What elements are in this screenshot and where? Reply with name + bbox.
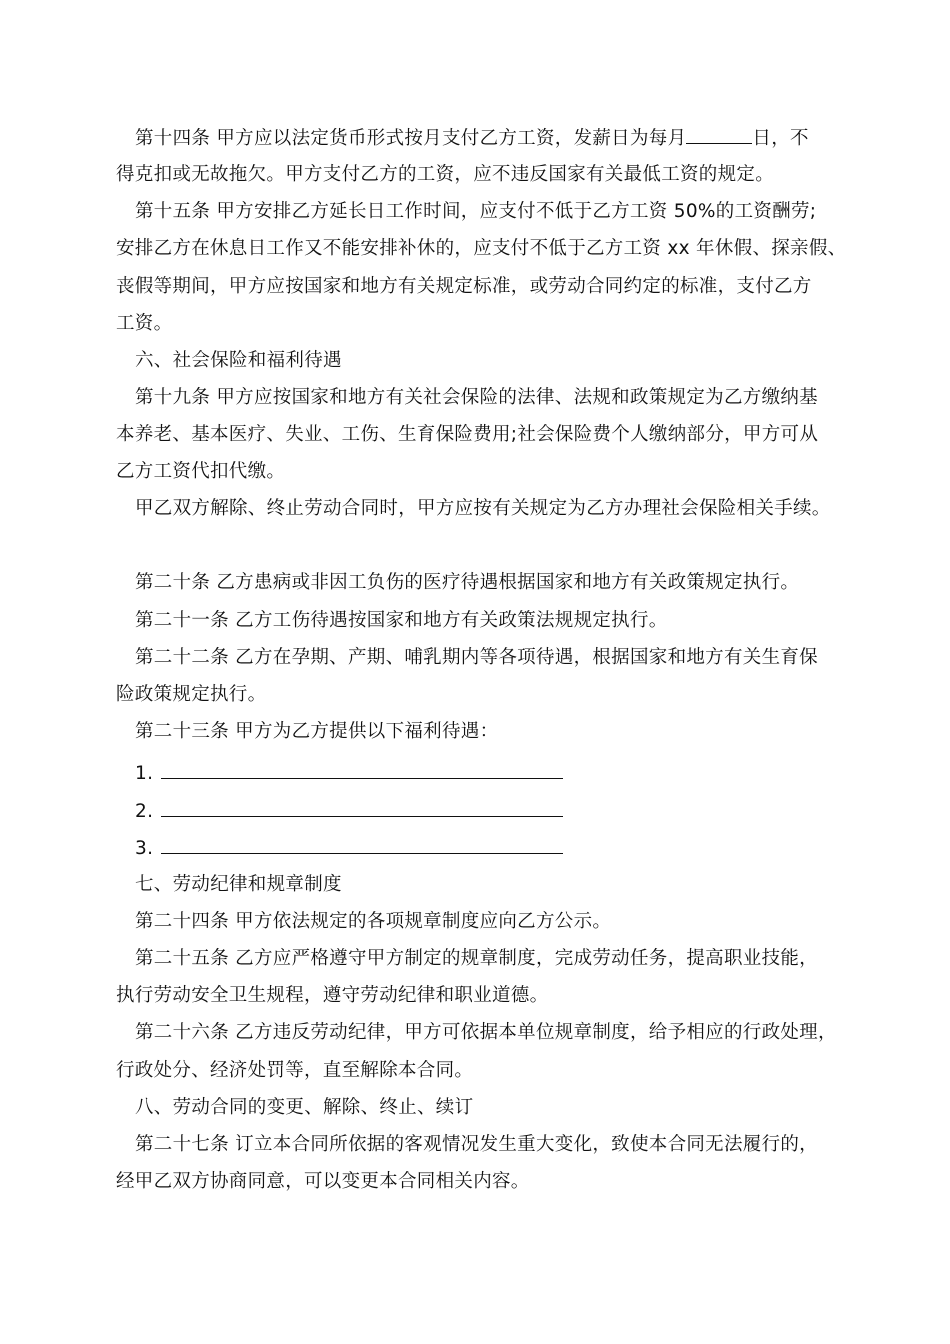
benefit-item-3 xyxy=(135,837,563,860)
article-25-line-1: 第二十五条 乙方应严格遵守甲方制定的规章制度，完成劳动任务，提高职业技能， xyxy=(135,948,818,969)
benefit-item-number: 3. xyxy=(135,838,154,859)
article-22-line-2: 险政策规定执行。 xyxy=(116,684,267,705)
section-7-heading: 七、劳动纪律和规章制度 xyxy=(135,874,342,895)
article-19-line-1: 第十九条 甲方应按国家和地方有关社会保险的法律、法规和政策规定为乙方缴纳基 xyxy=(135,387,818,408)
benefit-blank-1 xyxy=(161,762,563,779)
payday-blank xyxy=(686,127,752,144)
article-15-line-3: 丧假等期间，甲方应按国家和地方有关规定标准，或劳动合同约定的标准，支付乙方 xyxy=(116,276,812,297)
article-21: 第二十一条 乙方工伤待遇按国家和地方有关政策法规规定执行。 xyxy=(135,610,668,631)
article-15-line-2: 安排乙方在休息日工作又不能安排补休的，应支付不低于乙方工资 xx 年休假、探亲假、 xyxy=(116,238,847,259)
article-23: 第二十三条 甲方为乙方提供以下福利待遇： xyxy=(135,721,499,742)
termination-insurance-paragraph: 甲乙双方解除、终止劳动合同时，甲方应按有关规定为乙方办理社会保险相关手续。 xyxy=(135,498,831,519)
article-14-text-end: 日，不 xyxy=(752,128,809,149)
article-22-line-1: 第二十二条 乙方在孕期、产期、哺乳期内等各项待遇，根据国家和地方有关生育保 xyxy=(135,647,818,668)
article-26-line-2: 行政处分、经济处罚等，直至解除本合同。 xyxy=(116,1060,474,1081)
article-20: 第二十条 乙方患病或非因工负伤的医疗待遇根据国家和地方有关政策规定执行。 xyxy=(135,572,800,593)
section-6-heading: 六、社会保险和福利待遇 xyxy=(135,350,342,371)
benefit-item-1 xyxy=(135,762,563,785)
article-14-line-2: 得克扣或无故拖欠。甲方支付乙方的工资，应不违反国家有关最低工资的规定。 xyxy=(116,164,775,185)
article-27-line-1: 第二十七条 订立本合同所依据的客观情况发生重大变化，致使本合同无法履行的， xyxy=(135,1134,818,1155)
article-25-line-2: 执行劳动安全卫生规程，遵守劳动纪律和职业道德。 xyxy=(116,985,549,1006)
article-15-line-4: 工资。 xyxy=(116,313,173,334)
benefit-blank-3 xyxy=(161,837,563,854)
benefit-item-number: 2. xyxy=(135,801,154,822)
article-14-line-1 xyxy=(135,127,809,150)
benefit-item-number: 1. xyxy=(135,763,154,784)
article-27-line-2: 经甲乙双方协商同意，可以变更本合同相关内容。 xyxy=(116,1171,530,1192)
article-19-line-3: 乙方工资代扣代缴。 xyxy=(116,461,286,482)
article-15-line-1: 第十五条 甲方安排乙方延长日工作时间，应支付不低于乙方工资 50%的工资酬劳; xyxy=(135,201,817,222)
benefit-blank-2 xyxy=(161,800,563,817)
article-24: 第二十四条 甲方依法规定的各项规章制度应向乙方公示。 xyxy=(135,911,612,932)
article-26-line-1: 第二十六条 乙方违反劳动纪律，甲方可依据本单位规章制度，给予相应的行政处理， xyxy=(135,1022,837,1043)
article-14-text: 第十四条 甲方应以法定货币形式按月支付乙方工资，发薪日为每月 xyxy=(135,128,687,149)
article-19-line-2: 本养老、基本医疗、失业、工伤、生育保险费用;社会保险费个人缴纳部分，甲方可从 xyxy=(116,424,819,445)
section-8-heading: 八、劳动合同的变更、解除、终止、续订 xyxy=(135,1097,474,1118)
benefit-item-2 xyxy=(135,800,563,823)
